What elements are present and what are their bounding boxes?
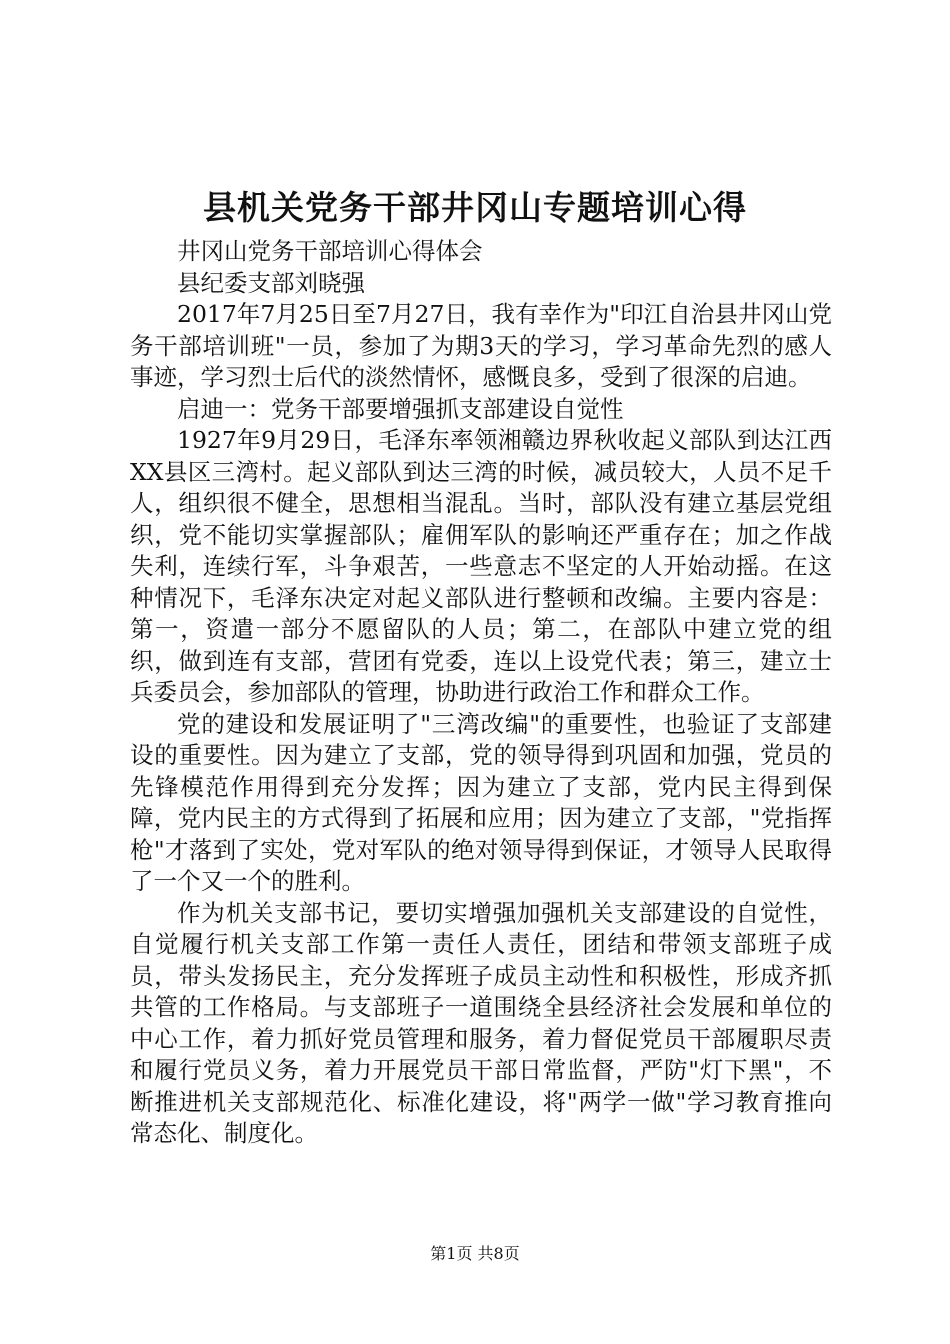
document-title: 县机关党务干部井冈山专题培训心得 — [203, 188, 747, 227]
page-footer: 第1页 共8页 — [430, 1244, 520, 1263]
section-heading: 启迪一：党务干部要增强抓支部建设自觉性 — [177, 394, 624, 423]
body-paragraph: 作为机关支部书记，要切实增强加强机关支部建设的自觉性，自觉履行机关支部工作第一责任人责任，团结和带领支部班子成员，带头发扬民主，充分发挥班子成员主动性和积极性，形成齐抓共管的工作格局。与支部班子一道围绕全县经济社会发展和单位的中心工作，着力抓好党员管理和服务，着力督促党员干部履职尽责和履行党员义务，着力开展党员干部日常监督，严防"灯下黑"，不断推进机关支部规范化、标准化建设，将"两学一做"学习教育推向常态化、制度化。 — [130, 898, 832, 1147]
subtitle-paragraph: 井冈山党务干部培训心得体会 — [177, 237, 483, 265]
body-paragraph: 1927年9月29日，毛泽东率领湘赣边界秋收起义部队到达江西XX县区三湾村。起义部队到达三湾的时候，减员较大，人员不足千人，组织很不健全，思想相当混乱。当时，部队没有建立基层党组织，党不能切实掌握部队；雇佣军队的影响还严重存在；加之作战失利，连续行军，斗争艰苦，一些意志不坚定的人开始动摇。在这种情况下，毛泽东决定对起义部队进行整顿和改编。主要内容是：第一，资遣一部分不愿留队的人员；第二，在部队中建立党的组织，做到连有支部，营团有党委，连以上设党代表；第三，建立士兵委员会，参加部队的管理，协助进行政治工作和群众工作。 — [130, 426, 832, 706]
author-line: 县纪委支部刘晓强 — [177, 268, 365, 297]
body-paragraph: 2017年7月25日至7月27日，我有幸作为"印江自治县井冈山党务干部培训班"一员，参加了为期3天的学习，学习革命先烈的感人事迹，学习烈士后代的淡然情怀，感慨良多，受到了很深的启迪。 — [130, 300, 832, 391]
body-paragraph: 党的建设和发展证明了"三湾改编"的重要性，也验证了支部建设的重要性。因为建立了支部，党的领导得到巩固和加强，党员的先锋模范作用得到充分发挥；因为建立了支部，党内民主得到保障，党内民主的方式得到了拓展和应用；因为建立了支部，"党指挥枪"才落到了实处，党对军队的绝对领导得到保证，才领导人民取得了一个又一个的胜利。 — [130, 709, 832, 895]
document-body — [130, 236, 832, 1150]
